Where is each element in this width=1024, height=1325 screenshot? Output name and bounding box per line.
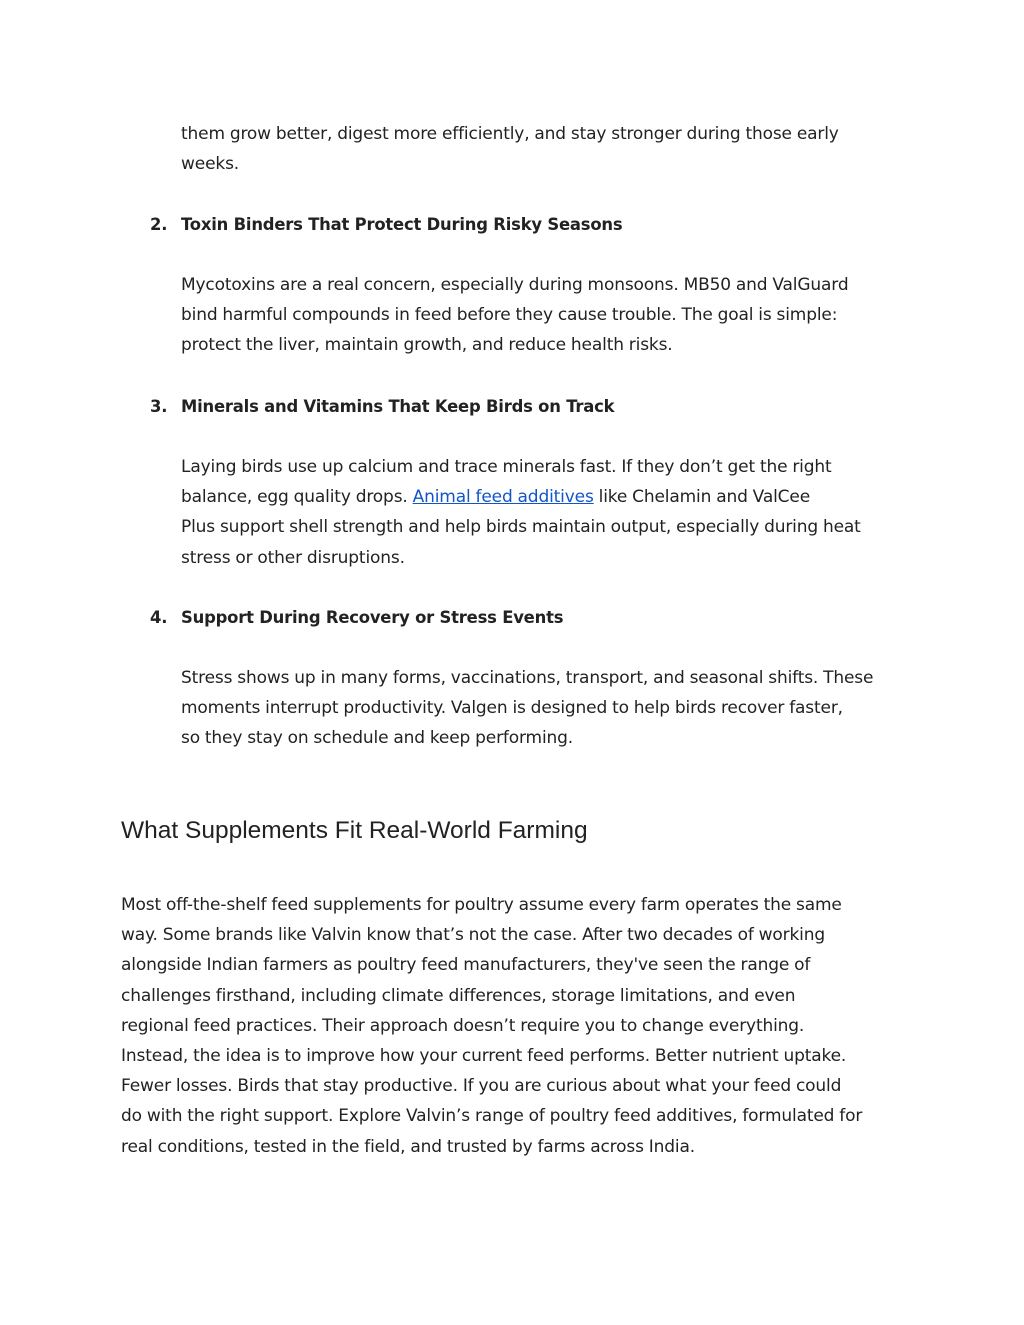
list-heading-text: Toxin Binders That Protect During Risky Seasons <box>181 215 623 234</box>
body-line: Fewer losses. Birds that stay productive. If you are curious about what your feed could <box>121 1076 842 1097</box>
list-number: 2. <box>150 215 168 234</box>
body-line: Stress shows up in many forms, vaccinations, transport, and seasonal shifts. These <box>181 668 874 688</box>
body-line-part: like Chelamin and ValCee <box>593 487 811 508</box>
list-number: 4. <box>150 608 168 627</box>
body-line: bind harmful compounds in feed before they cause trouble. The goal is simple: <box>181 305 838 326</box>
list-item-body-2 <box>181 270 906 361</box>
list-item-body-3 <box>181 452 906 573</box>
list-item-body-4 <box>181 663 906 754</box>
list-number: 3. <box>150 397 168 416</box>
body-line-part: balance, egg quality drops. <box>181 487 413 508</box>
body-line: Laying birds use up calcium and trace minerals fast. If they don’t get the right <box>181 457 832 477</box>
section-heading: What Supplements Fit Real-World Farming <box>121 817 588 844</box>
section-body <box>121 890 906 1162</box>
body-line: real conditions, tested in the field, and trusted by farms across India. <box>121 1136 695 1157</box>
body-line: moments interrupt productivity. Valgen is designed to help birds recover faster, <box>181 698 843 719</box>
body-line: Plus support shell strength and help birds maintain output, especially during heat <box>181 517 861 538</box>
list-item-heading-2 <box>150 213 906 237</box>
body-line: Mycotoxins are a real concern, especially during monsoons. MB50 and ValGuard <box>181 275 849 295</box>
list-item-heading-3 <box>150 395 906 419</box>
body-line: weeks. <box>181 154 240 175</box>
body-line: do with the right support. Explore Valvin’s range of poultry feed additives, formulated for <box>121 1106 863 1127</box>
body-line: Instead, the idea is to improve how your current feed performs. Better nutrient uptake. <box>121 1046 847 1067</box>
body-line: alongside Indian farmers as poultry feed manufacturers, they've seen the range of <box>121 955 811 976</box>
item-1-body-continuation <box>181 119 906 179</box>
body-line: stress or other disruptions. <box>181 547 405 568</box>
animal-feed-additives-link[interactable]: Animal feed additives <box>412 487 594 508</box>
body-line: regional feed practices. Their approach doesn’t require you to change everything. <box>121 1015 805 1036</box>
body-line: challenges firsthand, including climate differences, storage limitations, and even <box>121 985 796 1006</box>
body-line: so they stay on schedule and keep performing. <box>181 728 574 749</box>
body-line: protect the liver, maintain growth, and reduce health risks. <box>181 335 673 356</box>
list-item-heading-4 <box>150 606 906 630</box>
list-heading-text: Support During Recovery or Stress Events <box>181 608 564 627</box>
list-heading-text: Minerals and Vitamins That Keep Birds on Track <box>181 397 615 416</box>
body-line: way. Some brands like Valvin know that’s not the case. After two decades of working <box>121 925 826 946</box>
body-line: Most off-the-shelf feed supplements for poultry assume every farm operates the same <box>121 895 842 915</box>
body-line: them grow better, digest more efficiently, and stay stronger during those early <box>181 124 839 144</box>
